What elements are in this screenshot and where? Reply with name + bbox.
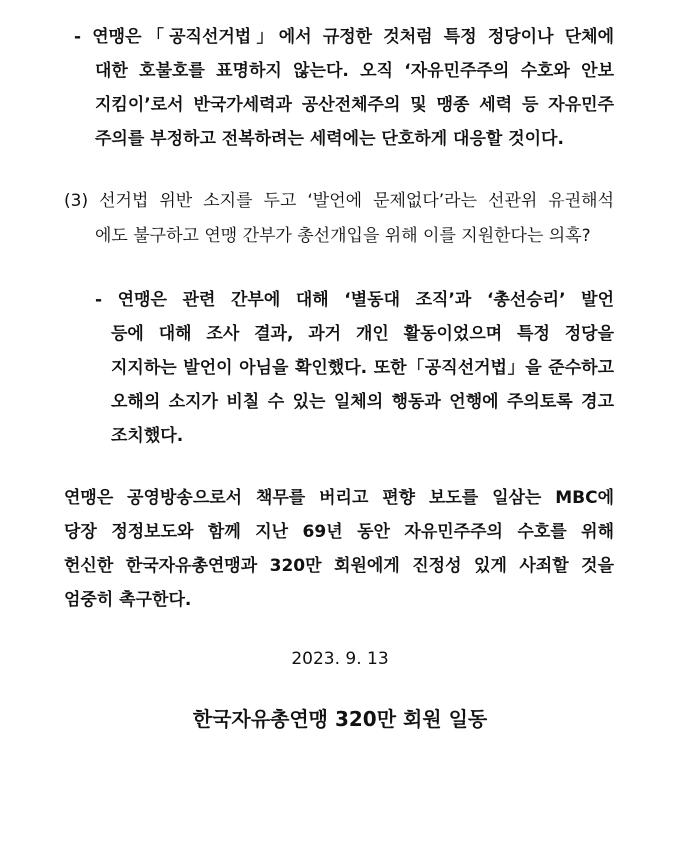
answer-line: 지지하는 발언이 아님을 확인했다. 또한「공직선거법」을 준수하고 <box>111 358 614 378</box>
document-date: 2023. 9. 13 <box>291 649 389 669</box>
question-line: 에도 불구하고 연맹 간부가 총선개입을 위해 이를 지원한다는 의혹? <box>95 226 591 246</box>
paragraph-line: 지킴이’로서 반국가세력과 공산전체주의 및 맹종 세력 등 자유민주 <box>95 95 614 115</box>
conclusion-line: 연맹은 공영방송으로서 책무를 버리고 편향 보도를 일삼는 MBC에 <box>64 488 614 508</box>
answer-line: - 연맹은 관련 간부에 대해 ‘별동대 조직’과 ‘총선승리’ 발언 <box>95 290 614 310</box>
conclusion-line: 엄중히 촉구한다. <box>64 590 192 610</box>
conclusion-line: 헌신한 한국자유총연맹과 320만 회원에게 진정성 있게 사죄할 것을 <box>64 556 614 576</box>
paragraph-line: - 연맹은「공직선거법」에서 규정한 것처럼 특정 정당이나 단체에 <box>74 27 614 47</box>
answer-line: 등에 대해 조사 결과, 과거 개인 활동이었으며 특정 정당을 <box>111 324 614 344</box>
signature: 한국자유총연맹 320만 회원 일동 <box>192 707 488 731</box>
conclusion-line: 당장 정정보도와 함께 지난 69년 동안 자유민주주의 수호를 위해 <box>64 522 614 542</box>
question-line: (3) 선거법 위반 소지를 두고 ‘발언에 문제없다’라는 선관위 유권해석 <box>64 191 614 211</box>
paragraph-line: 대한 호불호를 표명하지 않는다. 오직 ‘자유민주주의 수호와 안보 <box>95 61 614 81</box>
answer-line: 조치했다. <box>111 426 184 446</box>
answer-line: 오해의 소지가 비칠 수 있는 일체의 행동과 언행에 주의토록 경고 <box>111 392 614 412</box>
paragraph-line: 주의를 부정하고 전복하려는 세력에는 단호하게 대응할 것이다. <box>95 129 564 149</box>
